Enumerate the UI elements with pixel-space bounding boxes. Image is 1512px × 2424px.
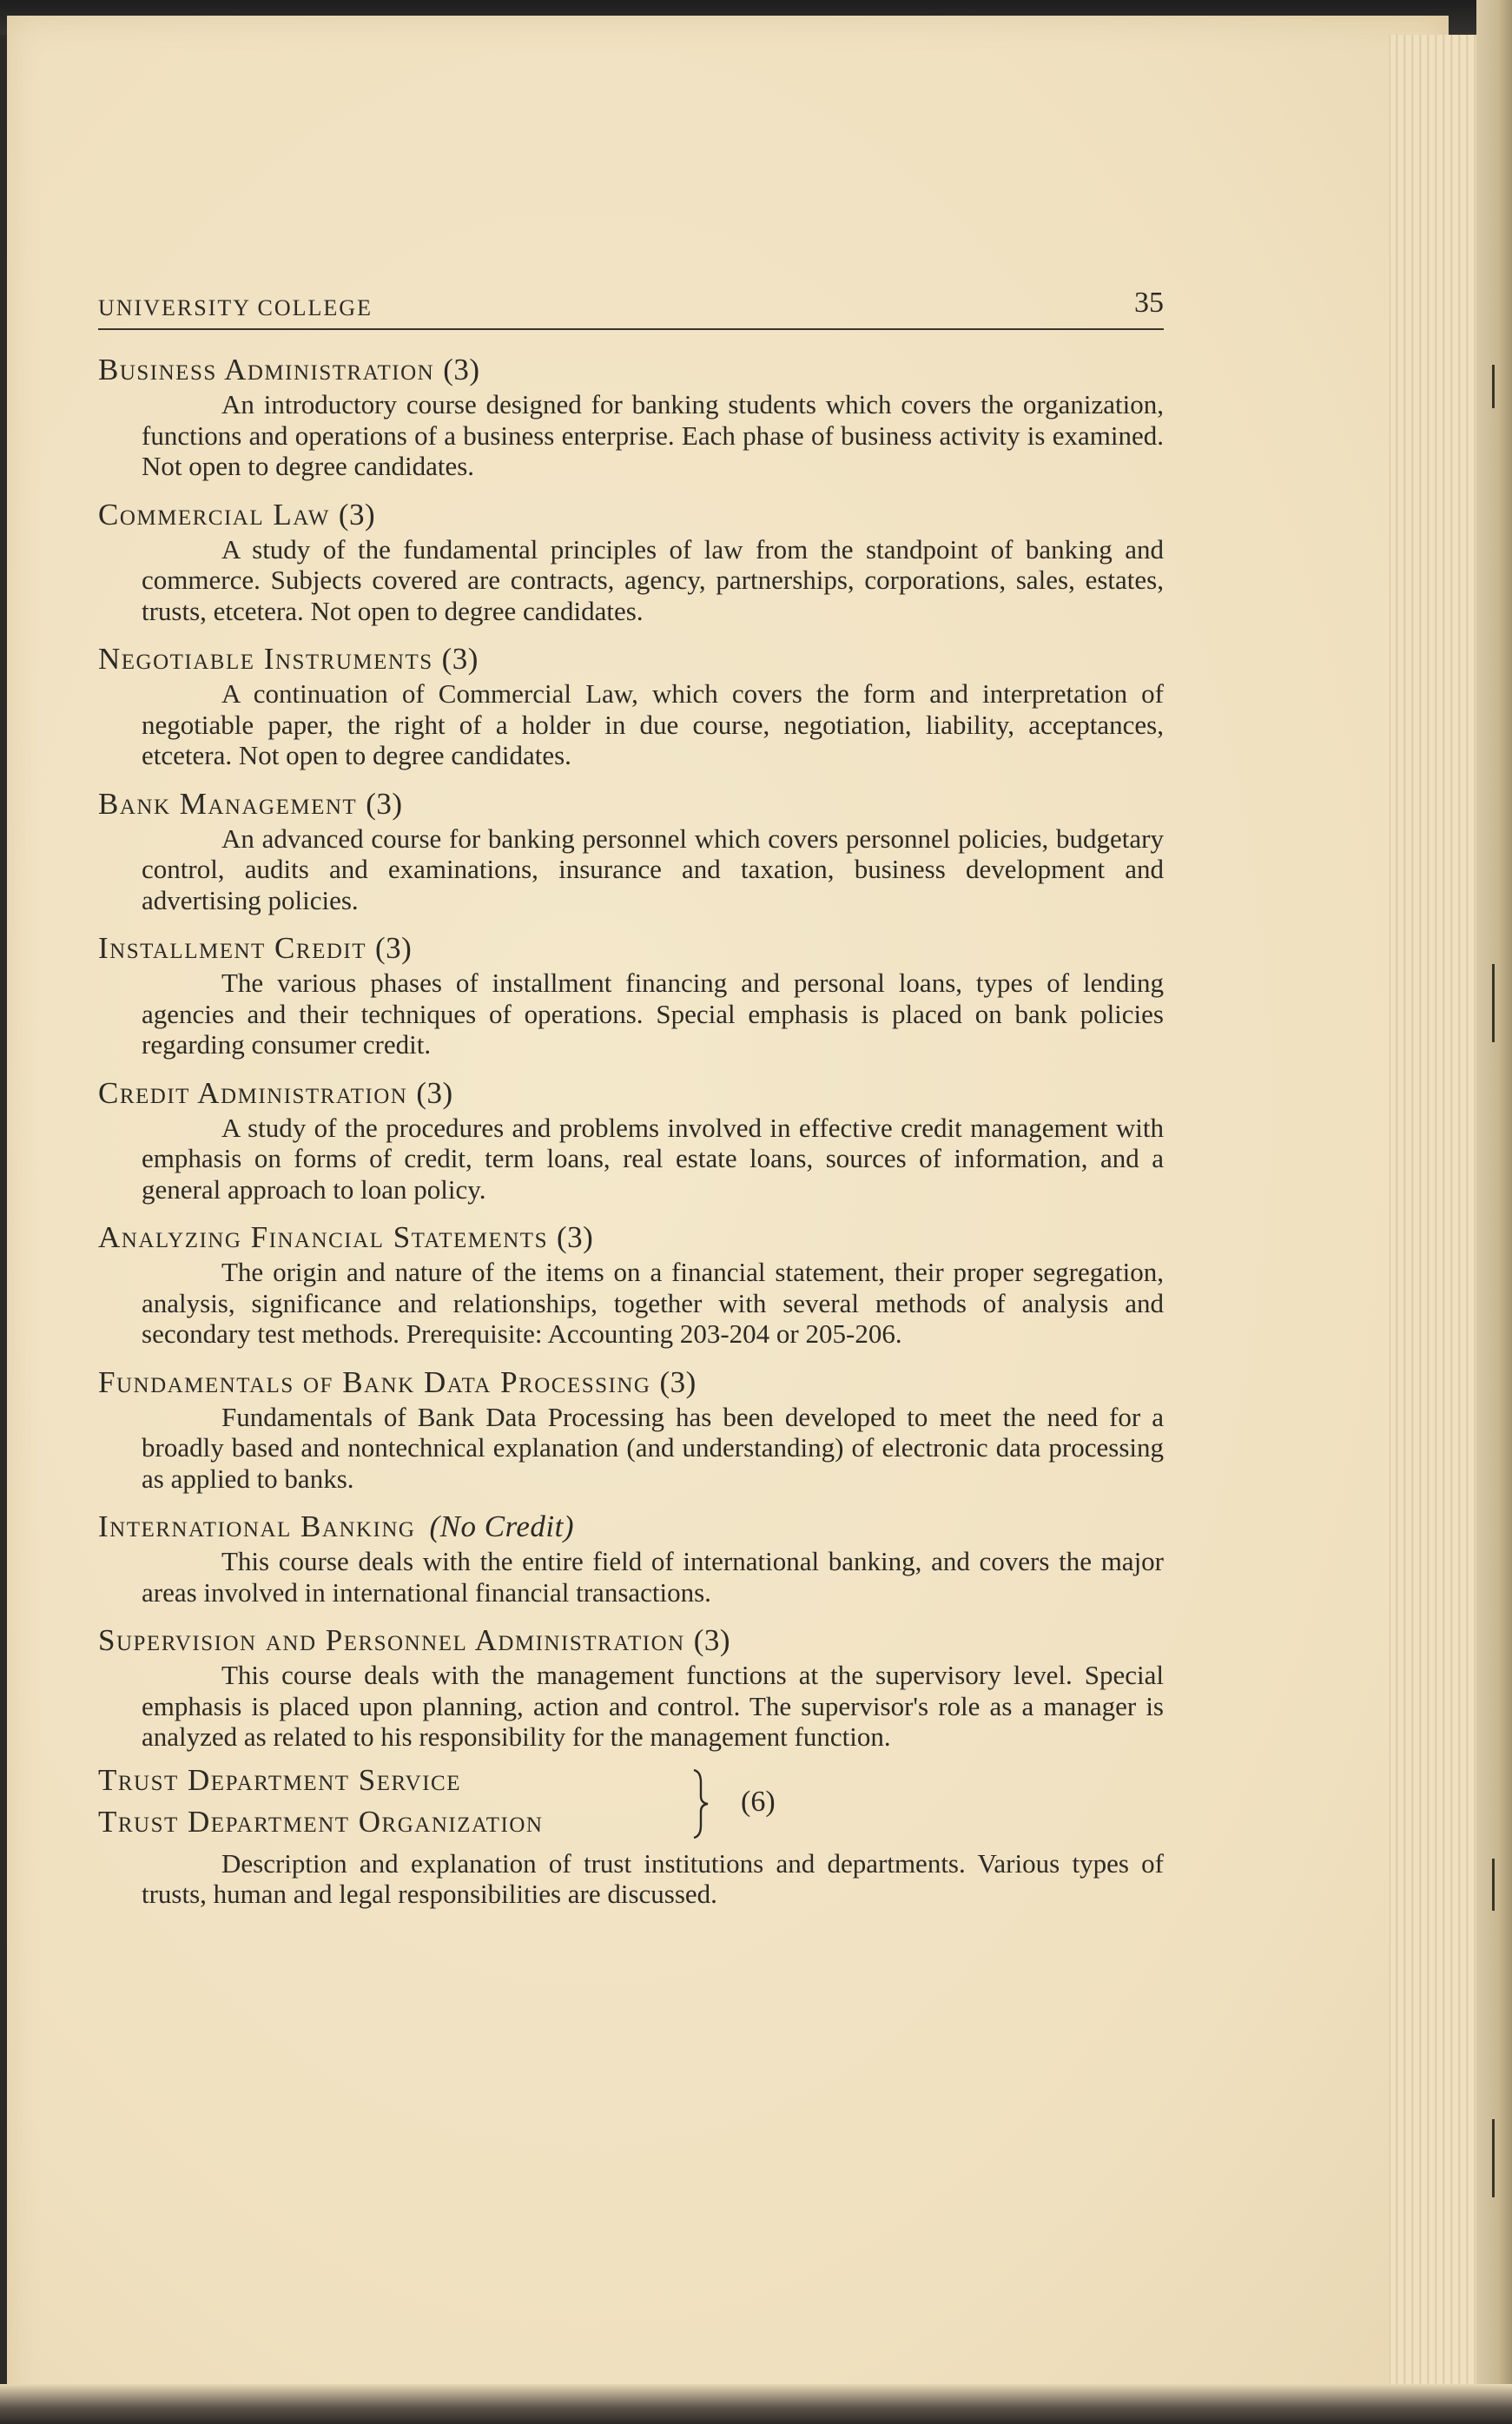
- course-description: This course deals with the management functions at the supervisory level. Special emphasis is placed upon planning, action and control. The supervisor's role as a manager is analyzed as related to his responsibility for the management function.: [142, 1660, 1164, 1752]
- course-heading: [98, 1508, 1164, 1546]
- course-entry: [98, 1074, 1164, 1205]
- course-entry: [98, 351, 1164, 482]
- course-heading: [98, 785, 1164, 823]
- course-entry: [98, 1508, 1164, 1608]
- book-cover-edge: [1476, 0, 1512, 2424]
- course-entry: [98, 640, 1164, 771]
- course-title: Bank Management: [98, 786, 358, 821]
- course-entry: [98, 1622, 1164, 1753]
- course-credits: (No Credit): [429, 1509, 575, 1543]
- course-title: Trust Department Organization: [98, 1804, 544, 1839]
- course-entry: [98, 1364, 1164, 1495]
- course-description: The origin and nature of the items on a financial statement, their proper segregation, analysis, significance and relationships, together with several methods of analysis and secondary test methods. Prerequisite: Accounting 203-204 or 205-206.: [142, 1257, 1164, 1349]
- course-credits: (3): [441, 642, 479, 676]
- page-number: 35: [1134, 287, 1164, 319]
- course-credits: (6): [741, 1785, 776, 1818]
- course-heading: [98, 929, 1164, 968]
- course-description: Fundamentals of Bank Data Processing has been developed to meet the need for a broadly based and nontechnical explanation (and understanding) of electronic data processing as applied to banks.: [142, 1401, 1164, 1494]
- course-title: Fundamentals of Bank Data Processing: [98, 1364, 651, 1399]
- course-credits: (3): [416, 1075, 453, 1110]
- course-credits: (3): [366, 786, 403, 821]
- course-title: International Banking: [98, 1509, 416, 1543]
- running-title: UNIVERSITY COLLEGE: [98, 295, 373, 320]
- course-title: Negotiable Instruments: [98, 642, 433, 676]
- course-entry: [98, 496, 1164, 627]
- course-title: Commercial Law: [98, 497, 330, 532]
- course-description: The various phases of installment financing and personal loans, types of lending agencies and their techniques of operations. Special emphasis is placed on bank policies regarding consumer credit.: [142, 968, 1164, 1060]
- course-description: A study of the procedures and problems involved in effective credit management with emphasis on forms of credit, term loans, real estate loans, sources of information, and a general approach to loan policy.: [142, 1112, 1164, 1205]
- course-credits: (3): [338, 497, 376, 532]
- course-description: This course deals with the entire field of international banking, and covers the major areas involved in international financial transactions.: [142, 1546, 1164, 1608]
- course-description: An introductory course designed for banking students which covers the organization, functions and operations of a business enterprise. Each phase of business activity is examined. Not open to degree candidates.: [142, 389, 1164, 481]
- course-heading: [98, 1074, 1164, 1113]
- course-heading: [98, 351, 1164, 389]
- cover-mark: [1492, 365, 1495, 408]
- cover-mark: [1492, 1859, 1495, 1911]
- course-title: Business Administration: [98, 353, 435, 386]
- course-heading: [98, 640, 1164, 678]
- course-credits: (3): [556, 1220, 594, 1254]
- course-title: Credit Administration: [98, 1075, 408, 1110]
- course-title: Installment Credit: [98, 931, 366, 965]
- course-entry: [98, 929, 1164, 1060]
- course-description: A continuation of Commercial Law, which covers the form and interpretation of negotiable paper, the right of a holder in due course, negotiation, liability, acceptances, etcetera. Not open to degree candidates.: [142, 678, 1164, 770]
- course-heading: [98, 496, 1164, 534]
- curly-brace-icon: [690, 1768, 711, 1839]
- course-title: Analyzing Financial Statements: [98, 1220, 548, 1254]
- course-title: Trust Department Service: [98, 1762, 461, 1797]
- page-edges: [1390, 35, 1477, 2397]
- course-credits: (3): [659, 1364, 697, 1399]
- course-description: An advanced course for banking personnel which covers personnel policies, budgetary control, audits and examinations, insurance and taxation, business development and advertising policies.: [142, 822, 1164, 915]
- course-entry: [98, 1219, 1164, 1350]
- course-entry: [98, 1848, 1164, 1910]
- course-entry: [98, 785, 1164, 916]
- course-description: A study of the fundamental principles of law from the standpoint of banking and commerce. Subjects covered are contracts, agency, partnerships, corporations, sales, estates, trusts, etcetera. Not open to degree candidates.: [142, 533, 1164, 626]
- course-heading: [98, 1219, 1164, 1257]
- course-credits: (3): [443, 353, 480, 386]
- page-content: [98, 287, 1164, 1910]
- cover-mark: [1492, 2119, 1495, 2197]
- running-head: [98, 287, 1164, 330]
- book-binding-bottom: [0, 2384, 1512, 2424]
- trust-course-headings: [98, 1763, 1164, 1846]
- course-credits: (3): [693, 1623, 730, 1657]
- course-credits: (3): [375, 931, 413, 965]
- cover-mark: [1492, 964, 1495, 1042]
- course-title: Supervision and Personnel Administration: [98, 1623, 685, 1657]
- course-heading: [98, 1622, 1164, 1660]
- course-heading: [98, 1364, 1164, 1402]
- course-description: Description and explanation of trust institutions and departments. Various types of trusts, human and legal responsibilities are discussed.: [142, 1847, 1164, 1909]
